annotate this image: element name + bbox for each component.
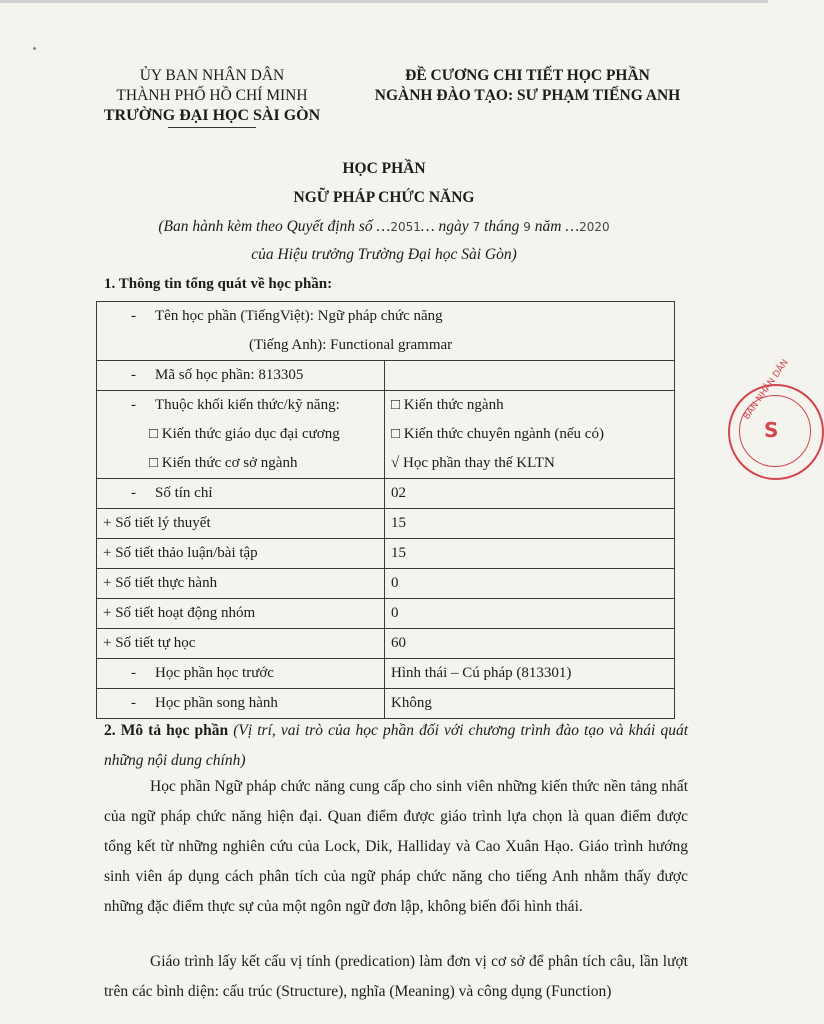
table-row [97,361,675,391]
self-study-hours-label: + Số tiết tự học [97,629,385,659]
discussion-hours-value: 15 [385,539,675,569]
dash-bullet: - [131,695,136,711]
group-hours-label: + Số tiết hoạt động nhóm [97,599,385,629]
course-info-table [96,301,675,719]
table-row [97,302,675,361]
section1-heading: 1. Thông tin tổng quát về học phần: [104,276,333,292]
parallel-course-value: Không [385,689,675,719]
empty-cell [385,361,675,391]
table-row [97,539,675,569]
course-name-vi-text: Tên học phần (TiếngViệt): Ngữ pháp chức năng [155,308,443,324]
discussion-hours-label: + Số tiết thảo luận/bài tập [97,539,385,569]
table-row [97,689,675,719]
description-paragraph-2: Giáo trình lấy kết cấu vị tính (predication) làm đơn vị cơ sở để phân tích câu, lần lượt trên các bình diện: cấu trúc (Structure), nghĩa (Meaning) và công dụng (Function) [104,953,688,1000]
seal-letter: S [764,418,779,442]
course-code-cell [97,361,385,391]
scan-speck [33,47,36,50]
table-row [97,509,675,539]
table-row [97,629,675,659]
header-left-line2: THÀNH PHỐ HỒ CHÍ MINH [116,87,308,104]
university-name: TRƯỜNG ĐẠI HỌC SÀI GÒN [103,107,321,124]
course-name-cell [97,302,675,361]
prerequisite-value: Hình thái – Cú pháp (813301) [385,659,675,689]
knowledge-block-label: Thuộc khối kiến thức/kỹ năng: [155,397,340,413]
scan-top-edge [0,0,768,3]
knowledge-block-cell [97,391,385,479]
header-underline [168,127,256,128]
decision-text-4: năm … [530,218,580,235]
course-title-name: NGỮ PHÁP CHỨC NĂNG [293,189,475,206]
theory-hours-value: 15 [385,509,675,539]
decision-line [0,218,768,236]
practice-hours-label: + Số tiết thực hành [97,569,385,599]
table-row [97,391,675,479]
header-left-line1: ỦY BAN NHÂN DÂN [139,67,285,84]
option-foundation: □ Kiến thức cơ sở ngành [149,455,298,471]
decision-day: 7 [472,220,481,234]
decision-month: 9 [523,220,531,234]
table-row [97,599,675,629]
dash-bullet: - [131,367,136,383]
option-specialization: □ Kiến thức chuyên ngành (nếu có) [391,426,604,442]
table-row [97,659,675,689]
group-hours-value: 0 [385,599,675,629]
description-paragraph-1: Học phần Ngữ pháp chức năng cung cấp cho sinh viên những kiến thức nền tảng nhất của ngữ pháp chức năng hiện đại. Quan điểm được giáo trình lựa chọn là quan điểm được tổng kết từ những nghiên cứu của Lock, Dik, Halliday và Cao Xuân Hạo. Giáo trình hướng sinh viên áp dụng cách phân tích của ngữ pháp chức năng cho tiếng Anh nhằm thấy được những đặc điểm thực sự của một ngôn ngữ đơn lập, không biến đổi hình thái. [104,778,688,915]
decision-text-1: (Ban hành kèm theo Quyết định số … [158,218,391,235]
option-general-education: □ Kiến thức giáo dục đại cương [149,426,340,442]
course-name-vi [103,302,668,331]
official-seal [728,357,824,480]
dash-bullet: - [131,308,136,324]
dash-bullet: - [131,397,136,413]
credits-label: Số tín chỉ [155,485,213,501]
header-left [92,66,332,128]
knowledge-options-cell [385,391,675,479]
section2-heading-bold: 2. Mô tả học phần [104,722,229,739]
prerequisite-label: Học phần học trước [155,665,274,681]
decision-line-2: của Hiệu trưởng Trường Đại học Sài Gòn) [251,246,517,263]
dash-bullet: - [131,485,136,501]
header-right-line1: ĐỀ CƯƠNG CHI TIẾT HỌC PHẦN [405,67,650,84]
parallel-course-label: Học phần song hành [155,695,278,711]
course-title-label: HỌC PHẦN [342,160,426,177]
dash-bullet: - [131,665,136,681]
section2-heading-note: (Vị trí, vai trò của học phần đối với chương trình đào tạo và khái quát những nội dung chính) [104,722,688,769]
header-right [355,66,700,106]
header-right-line2: NGÀNH ĐÀO TẠO: SƯ PHẠM TIẾNG ANH [374,87,681,104]
option-thesis-replacement: √ Học phần thay thế KLTN [391,455,555,471]
section2-heading [104,716,688,776]
course-code: Mã số học phần: 813305 [155,367,304,383]
self-study-hours-value: 60 [385,629,675,659]
decision-number: 2051 [390,220,421,234]
decision-text-2: … ngày [420,218,473,235]
table-row [97,569,675,599]
option-major: □ Kiến thức ngành [391,397,504,413]
decision-text-3: tháng [480,218,524,235]
credits-value: 02 [385,479,675,509]
decision-year: 2020 [579,220,610,234]
seal-ring-text: BAN NHÂN DÂN [742,357,791,422]
table-row [97,479,675,509]
course-name-en: (Tiếng Anh): Functional grammar [249,337,453,353]
practice-hours-value: 0 [385,569,675,599]
theory-hours-label: + Số tiết lý thuyết [97,509,385,539]
